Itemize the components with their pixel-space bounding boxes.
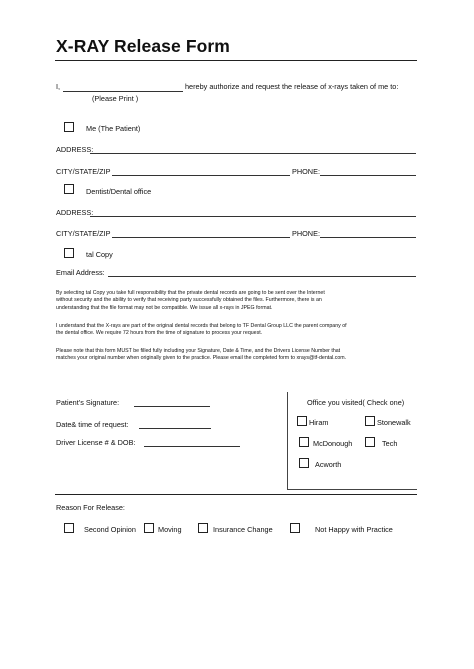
patient-address-label: ADDRESS: — [56, 145, 94, 154]
office-stonewalk-label: Stonewalk — [377, 418, 411, 427]
office-hiram-checkbox[interactable] — [297, 416, 307, 426]
patient-phone-line[interactable] — [320, 175, 416, 176]
patient-address-line[interactable] — [90, 153, 416, 154]
dentist-checkbox-label: Dentist/Dental office — [86, 187, 152, 196]
reason-label: Reason For Release: — [56, 503, 125, 512]
office-acworth-label: Acworth — [315, 460, 342, 469]
page-title: X-RAY Release Form — [56, 36, 230, 56]
reason-moving-checkbox[interactable] — [144, 523, 154, 533]
paragraph-line: matches your original number when originally given to the practice. Please email the completed form to xrays@tf-dental.com. — [56, 355, 347, 362]
office-mcdonough-checkbox[interactable] — [299, 437, 309, 447]
office-acworth-checkbox[interactable] — [299, 458, 309, 468]
dentist-phone-label: PHONE: — [292, 229, 320, 238]
reason-not-happy-label: Not Happy with Practice — [315, 525, 393, 534]
office-box-header: Office you visited( Check one) — [307, 398, 405, 407]
digital-disclaimer-paragraph — [56, 290, 418, 312]
dentist-checkbox[interactable] — [64, 184, 74, 194]
office-tech-label: Tech — [382, 439, 398, 448]
office-box-border — [287, 392, 288, 489]
ownership-paragraph — [56, 323, 418, 338]
paragraph-line: without security and the ability to verify that receiving party successfully obtained the files. Furthermore, there is an — [56, 297, 322, 304]
print-hint: (Please Print ) — [92, 94, 139, 103]
title-rule — [55, 60, 417, 61]
reason-moving-label: Moving — [158, 525, 182, 534]
office-tech-checkbox[interactable] — [365, 437, 375, 447]
paragraph-line: Please note that this form MUST be filled fully including your Signature, Date & Time, and the Drivers License Number that — [56, 348, 341, 354]
digital-copy-checkbox[interactable] — [64, 248, 74, 258]
intro-suffix: hereby authorize and request the release of x-rays taken of me to: — [185, 82, 399, 91]
patient-name-line[interactable] — [63, 91, 183, 92]
digital-copy-label: tal Copy — [86, 250, 113, 259]
office-box-bottom — [287, 489, 417, 490]
paragraph-line: I understand that the X-rays are part of the original dental records that belong to TF Dental Group LLC the parent company of — [56, 323, 347, 329]
signature-line[interactable] — [134, 406, 210, 407]
patient-checkbox-label: Me (The Patient) — [86, 124, 141, 133]
dentist-city-label: CITY/STATE/ZIP — [56, 229, 111, 238]
reason-not-happy-checkbox[interactable] — [290, 523, 300, 533]
dentist-city-line[interactable] — [112, 237, 290, 238]
paragraph-line: understanding that the file format may not be compatible. We issue all x-rays in JPEG format. — [56, 304, 273, 311]
reason-insurance-change-label: Insurance Change — [213, 525, 273, 534]
reason-section-rule — [55, 494, 417, 495]
office-mcdonough-label: McDonough — [313, 439, 353, 448]
dentist-phone-line[interactable] — [320, 237, 416, 238]
intro-prefix: I, — [56, 82, 61, 91]
signature-label: Patient’s Signature: — [56, 398, 120, 407]
office-stonewalk-checkbox[interactable] — [365, 416, 375, 426]
date-time-line[interactable] — [139, 428, 211, 429]
patient-city-line[interactable] — [112, 175, 290, 176]
dentist-address-label: ADDRESS: — [56, 208, 94, 217]
license-label: Driver License # & DOB: — [56, 438, 136, 447]
instructions-paragraph — [56, 348, 418, 363]
paragraph-line: By selecting tal Copy you take full responsibility that the private dental records are going to be sent over the Internet — [56, 290, 325, 296]
patient-checkbox[interactable] — [64, 122, 74, 132]
email-line[interactable] — [108, 276, 416, 277]
email-label: Email Address: — [56, 268, 105, 277]
reason-second-opinion-checkbox[interactable] — [64, 523, 74, 533]
reason-insurance-change-checkbox[interactable] — [198, 523, 208, 533]
reason-second-opinion-label: Second Opinion — [84, 525, 136, 534]
paragraph-line: the dental office. We require 72 hours from the time of signature to process your request. — [56, 330, 263, 337]
patient-city-label: CITY/STATE/ZIP — [56, 167, 111, 176]
office-hiram-label: Hiram — [309, 418, 329, 427]
patient-phone-label: PHONE: — [292, 167, 320, 176]
license-line[interactable] — [144, 446, 240, 447]
dentist-address-line[interactable] — [90, 216, 416, 217]
date-time-label: Date& time of request: — [56, 420, 129, 429]
